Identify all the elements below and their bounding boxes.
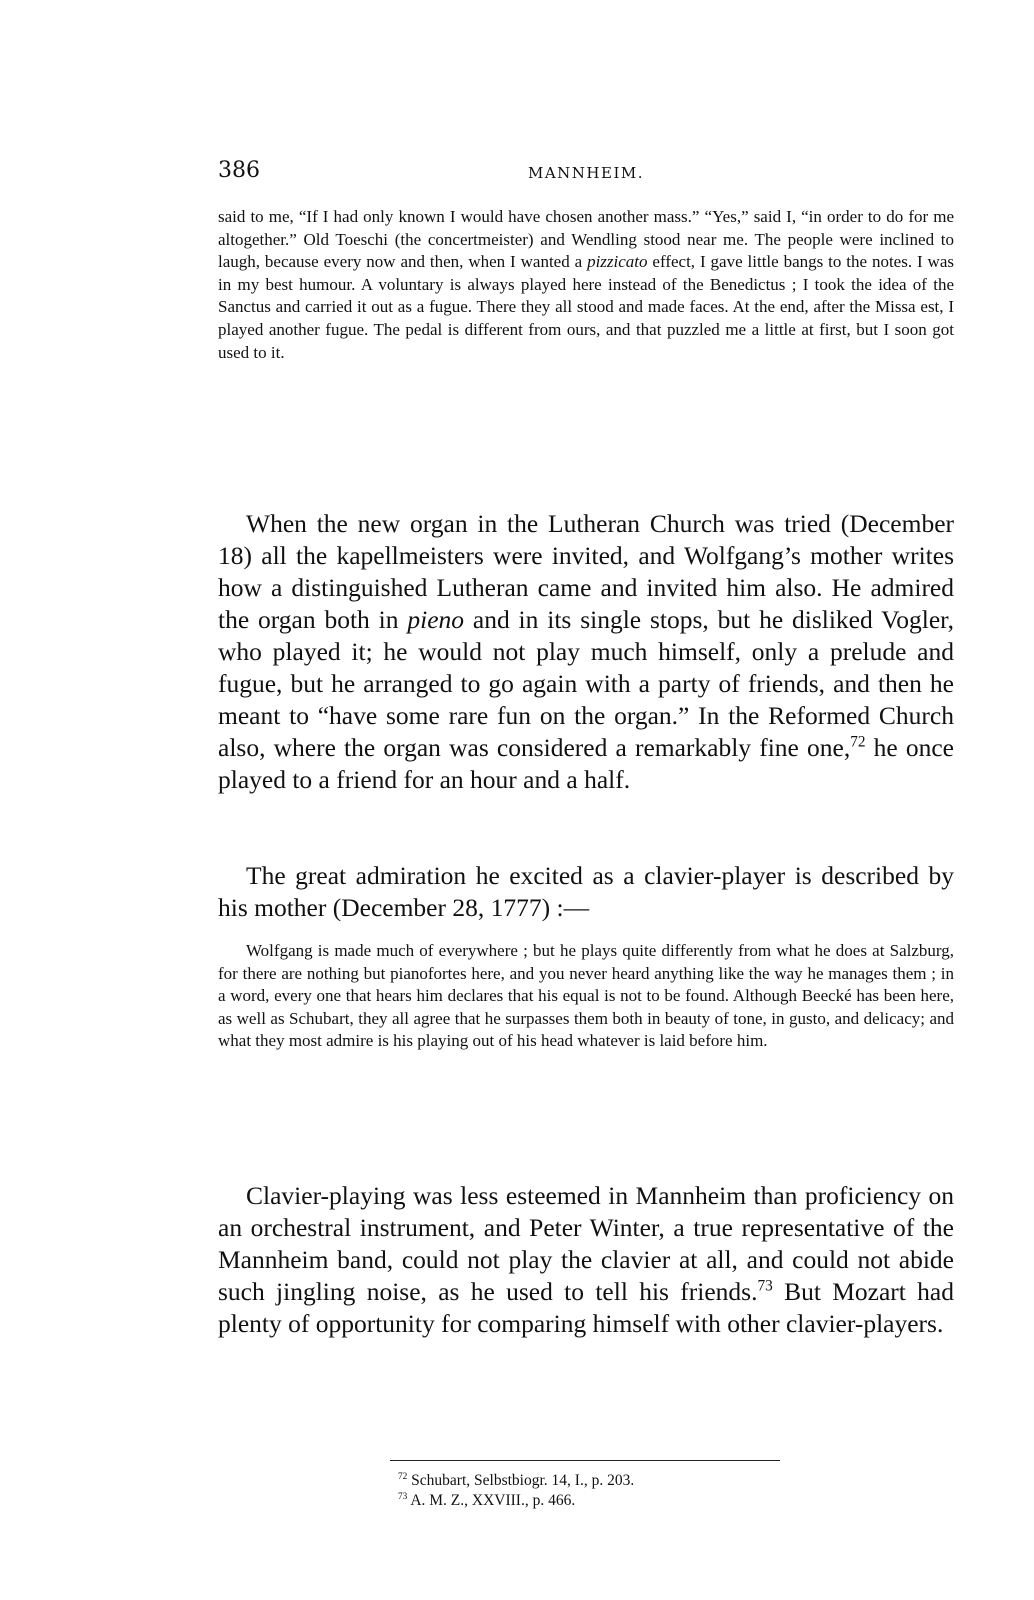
italic-term-pizzicato: pizzicato xyxy=(587,252,648,272)
footnotes xyxy=(398,1471,634,1511)
footnote-text: Schubart, Selbstbiogr. 14, I., p. 203. xyxy=(411,1472,635,1489)
letter-excerpt-part1: said to me, “If I had only known I would have chosen another mass.” “Yes,” said I, “in order to do for me altogether.” Old Toeschi (the concertmeister) and Wendling stood near me. The people were inclined to laugh, because every now and then, when I wanted a xyxy=(218,207,954,272)
letter-excerpt xyxy=(218,206,954,364)
paragraph-organ-part2: and in its single stops, but he disliked Vogler, who played it; he would not play much himself, only a prelude and fugue, but he arranged to go again with a party of friends, and then he meant to “have some rare fun on the organ.” In the Reformed Church also, where the organ was considered a remarkably fine one, xyxy=(218,605,955,762)
footnote-ref-73: 73 xyxy=(757,1277,773,1295)
paragraph-organ-part3: he once played to a friend for an hour and a half. xyxy=(218,733,954,794)
italic-term-pieno: pieno xyxy=(407,605,465,634)
paragraph-organ-part1: When the new organ in the Lutheran Church was tried (December 18) all the kapellmeisters were invited, and Wolfgang’s mother writes how a distinguished Lutheran came and invited him also. He admired the organ both in xyxy=(218,509,954,634)
footnote-divider xyxy=(390,1460,780,1461)
letter-excerpt-part2: effect, I gave little bangs to the notes. I was in my best humour. A voluntary is always played here instead of the Benedictus ; I took the idea of the Sanctus and carried it out as a fugue. There they all stood and made faces. At the end, after the Missa est, I played another fugue. The pedal is different from ours, and that puzzled me a little at first, but I soon got used to it. xyxy=(218,252,954,362)
running-head: MANNHEIM. xyxy=(527,164,645,182)
paragraph-admiration: The great admiration he excited as a clavier-player is described by his mother (December 28, 1777) :— xyxy=(218,861,954,922)
page-number: 386 xyxy=(218,158,260,183)
footnote-ref-72: 72 xyxy=(850,733,866,751)
footnote-73 xyxy=(398,1491,634,1511)
footnote-72 xyxy=(398,1471,634,1491)
paragraph-clavier xyxy=(218,1180,954,1340)
footnote-marker: 72 xyxy=(398,1471,408,1482)
paragraph-clavier-part2: But Mozart had plenty of opportunity for comparing himself with other clavier-players. xyxy=(218,1277,954,1338)
footnote-text: A. M. Z., XXVIII., p. 466. xyxy=(410,1492,576,1509)
paragraph-clavier-part1: Clavier-playing was less esteemed in Mannheim than proficiency on an orchestral instrument, and Peter Winter, a true representative of the Mannheim band, could not play the clavier at all, and could not abide such jingling noise, as he used to tell his friends. xyxy=(218,1181,954,1306)
footnote-marker: 73 xyxy=(398,1491,408,1502)
page-header xyxy=(218,158,954,188)
block-quote-mother: Wolfgang is made much of everywhere ; but he plays quite differently from what he does at Salzburg, for there are nothing but pianofortes here, and you never heard anything like the way he manages them ; in a word, every one that hears him declares that his equal is not to be found. Although Beecké has been here, as well as Schubart, they all agree that he surpasses them both in beauty of tone, in gusto, and delicacy; and what they most admire is his playing out of his head whatever is laid before him. xyxy=(218,941,954,1051)
paragraph-organ xyxy=(218,508,954,796)
